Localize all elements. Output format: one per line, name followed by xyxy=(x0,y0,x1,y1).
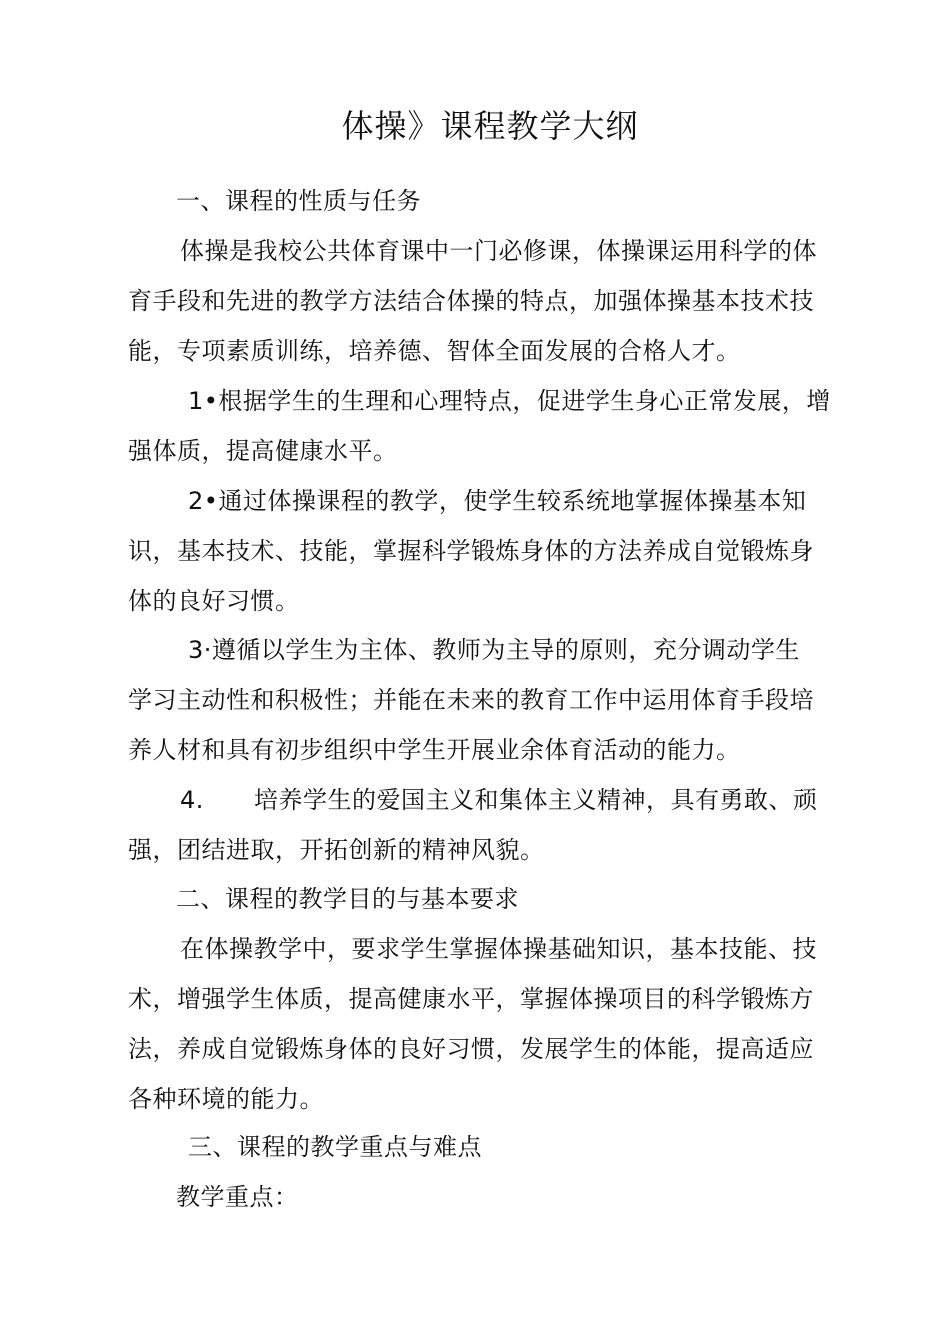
text-line: 强体质，提高健康水平。 xyxy=(128,437,398,465)
text-line: 育手段和先进的教学方法结合体操的特点，加强体操基本技术技 xyxy=(128,287,814,315)
item-text: 培养学生的爱国主义和集体主义精神，具有勇敢、顽 xyxy=(254,786,818,814)
text-line: 识，基本技术、技能，掌握科学锻炼身体的方法养成自觉锻炼身 xyxy=(128,537,814,565)
text-line: 在体操教学中，要求学生掌握体操基础知识，基本技能、技 xyxy=(180,935,817,963)
text-line: 养人材和具有初步组织中学生开展业余体育活动的能力。 xyxy=(128,736,741,764)
section-3-heading: 三、课程的教学重点与难点 xyxy=(188,1133,482,1161)
text-line: 体的良好习惯。 xyxy=(128,587,300,615)
section-2-body xyxy=(128,924,854,1124)
text-line: 法，养成自觉锻炼身体的良好习惯，发展学生的体能，提高适应 xyxy=(128,1035,814,1063)
section-1-intro xyxy=(128,226,854,376)
section-2-heading: 二、课程的教学目的与基本要求 xyxy=(176,885,519,913)
section-1-item-4 xyxy=(128,775,854,875)
text-line: 2•通过体操课程的教学，使学生较系统地掌握体操基本知 xyxy=(188,487,807,515)
section-1-item-3 xyxy=(128,625,854,775)
text-line: 各种环境的能力。 xyxy=(128,1085,324,1113)
text-line: 1•根据学生的生理和心理特点，促进学生身心正常发展，增 xyxy=(188,387,831,415)
item-number: 4. xyxy=(180,786,204,814)
section-1-item-1 xyxy=(128,376,854,476)
text-line: 学习主动性和积极性；并能在未来的教育工作中运用体育手段培 xyxy=(128,686,814,714)
text-line: 体操是我校公共体育课中一门必修课，体操课运用科学的体 xyxy=(180,237,817,265)
text-line: 术，增强学生体质，提高健康水平，掌握体操项目的科学锻炼方 xyxy=(128,985,814,1013)
section-1-heading: 一、课程的性质与任务 xyxy=(176,187,421,215)
section-1-item-2 xyxy=(128,476,854,626)
text-line xyxy=(128,775,854,825)
text-line: 强，团结进取，开拓创新的精神风貌。 xyxy=(128,836,545,864)
section-3-subheading: 教学重点： xyxy=(176,1183,299,1211)
document-title: 体操》课程教学大纲 xyxy=(341,107,639,145)
text-line: 3·遵循以学生为主体、教师为主导的原则，充分调动学生 xyxy=(188,636,800,664)
text-line: 能，专项素质训练，培养德、智体全面发展的合格人才。 xyxy=(128,337,741,365)
